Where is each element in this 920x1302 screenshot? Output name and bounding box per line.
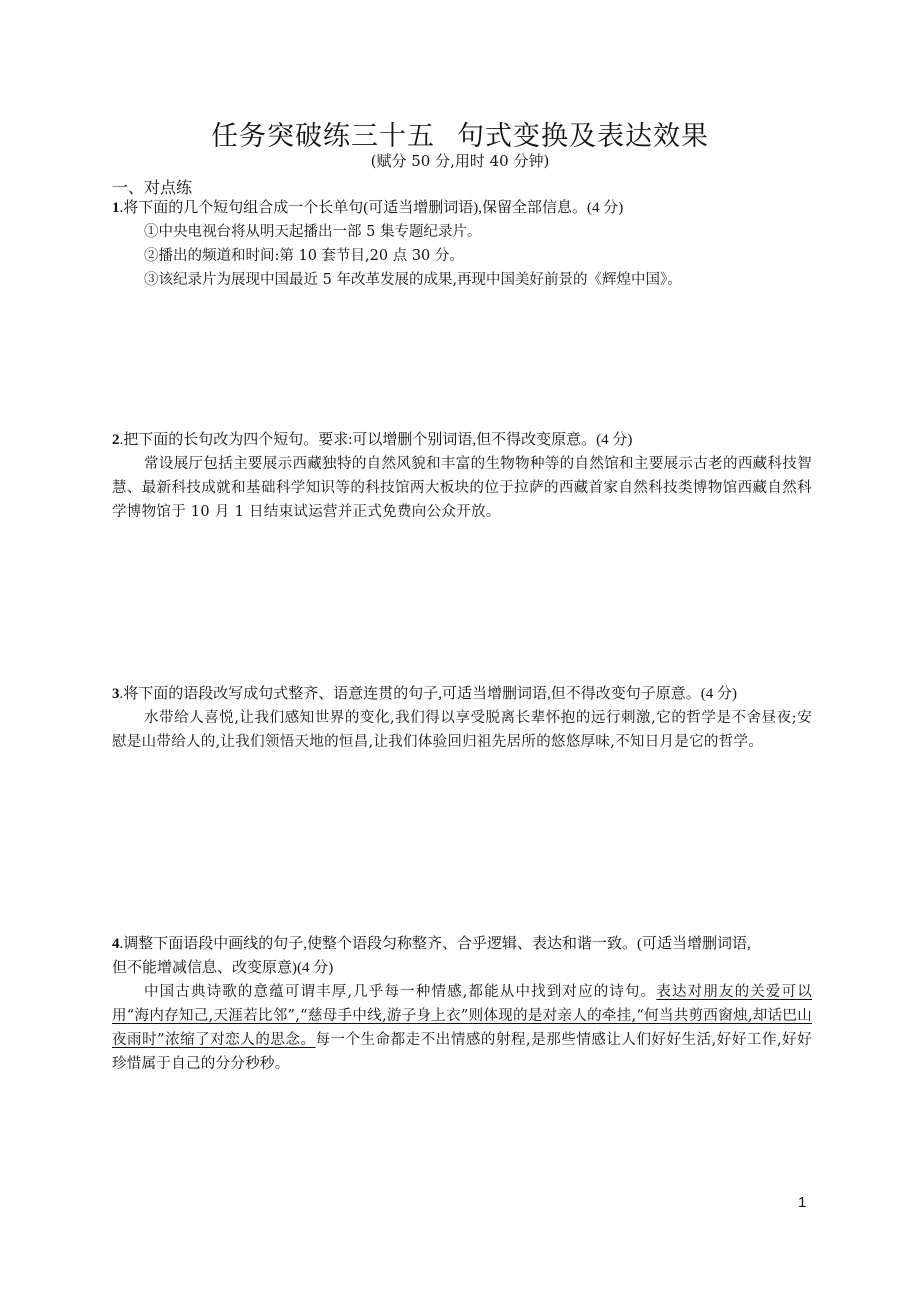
question-2-prompt: 2.把下面的长句改为四个短句。要求:可以增删个别词语,但不得改变原意。(4 分) [112,432,633,448]
question-4-prompt-line2: 但不能增减信息、改变原意)(4 分) [112,960,334,976]
question-2 [112,428,812,524]
underlined-sentences: 表达对朋友的关爱可以用“海内存知己,天涯若比邻”,“慈母手中线,游子身上衣”则体现的是对亲人的牵挂,“何当共剪西窗烛,却话巴山夜雨时”浓缩了对恋人的思念。 [112,984,812,1048]
question-4-paragraph [112,980,812,1076]
page-title [0,114,920,153]
question-1-item-2: ②播出的频道和时间:第 10 套节目,20 点 30 分。 [144,248,464,264]
section-heading: 一、对点练 [112,178,193,197]
question-1-item-1: ①中央电视台将从明天起播出一部 5 集专题纪录片。 [144,224,482,240]
question-2-paragraph: 常设展厅包括主要展示西藏独特的自然风貌和丰富的生物物种等的自然馆和主要展示古老的西藏科技智慧、最新科技成就和基础科学知识等的科技馆两大板块的位于拉萨的西藏首家自然科技类博物馆西藏自然科学博物馆于 10 月 1 日结束试运营并正式免费向公众开放。 [112,456,812,520]
paragraph-before: 中国古典诗歌的意蕴可谓丰厚,几乎每一种情感,都能从中找到对应的诗句。 [144,984,657,1000]
paragraph-after: 每一个生命都走不出情感的射程,是那些情感让人们好好生活,好好工作,好好珍惜属于自己的分分秒秒。 [112,1032,812,1072]
page-subtitle: (赋分 50 分,用时 40 分钟) [370,152,550,170]
question-1 [112,196,812,292]
question-3-prompt: 3.将下面的语段改写成句式整齐、语意连贯的句子,可适当增删词语,但不得改变句子原意。(4 分) [112,686,737,702]
question-3 [112,682,812,754]
title-part1: 任务突破练三十五 [211,121,435,152]
question-1-prompt: 1.将下面的几个短句组合成一个长单句(可适当增删词语),保留全部信息。(4 分) [112,200,624,216]
page-number: 1 [798,1194,807,1211]
question-3-paragraph: 水带给人喜悦,让我们感知世界的变化,我们得以享受脱离长辈怀抱的远行刺激,它的哲学是不舍昼夜;安慰是山带给人的,让我们领悟天地的恒昌,让我们体验回归祖先居所的悠悠厚味,不知日月是它的哲学。 [112,710,812,750]
question-1-item-3: ③该纪录片为展现中国最近 5 年改革发展的成果,再现中国美好前景的《辉煌中国》。 [144,272,682,288]
question-4 [112,932,812,1076]
title-part2: 句式变换及表达效果 [457,121,709,152]
question-4-prompt-line1: 4.调整下面语段中画线的句子,使整个语段匀称整齐、合乎逻辑、表达和谐一致。(可适当增删词语, [112,936,751,952]
